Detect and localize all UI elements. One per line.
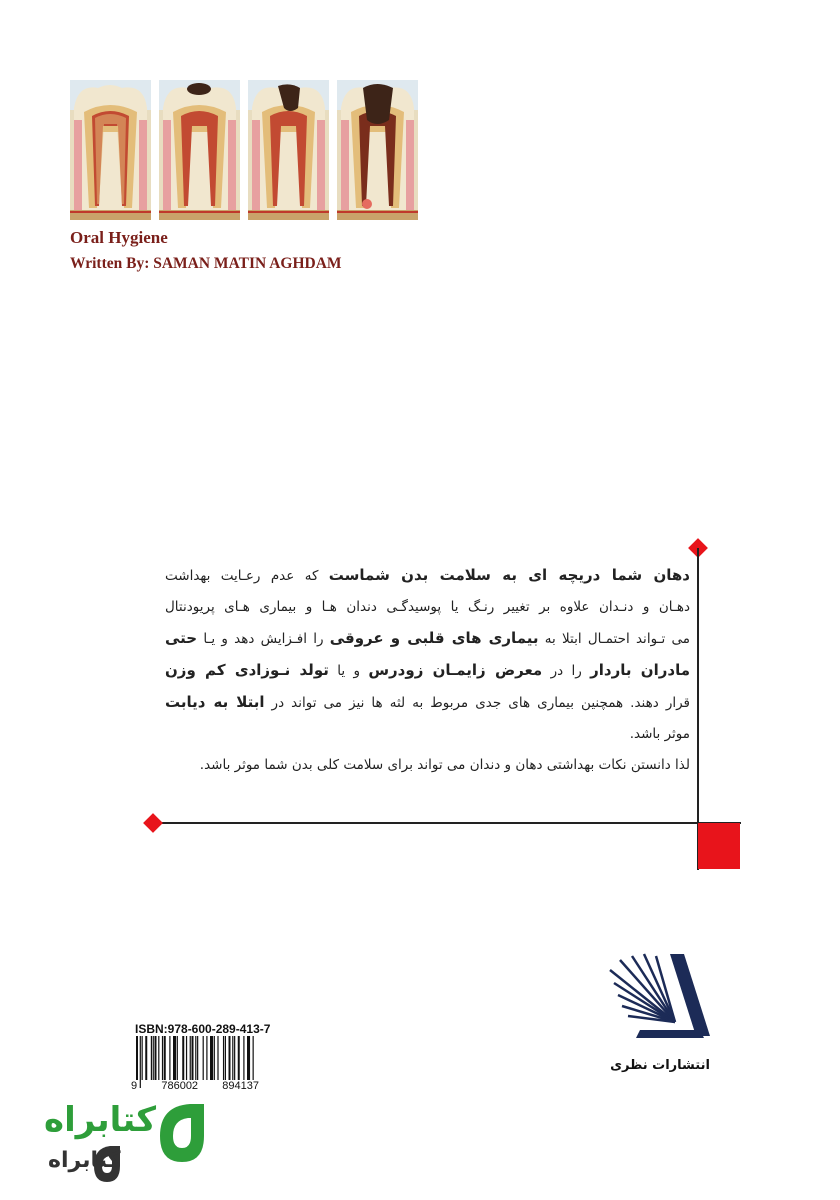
book-description xyxy=(165,560,690,781)
pulp-caries-image xyxy=(337,80,418,220)
barcode-bar xyxy=(234,1036,235,1080)
description-emphasis: معرض زایمـان زودرس xyxy=(368,661,543,679)
description-line xyxy=(165,623,690,655)
barcode-bar xyxy=(212,1036,213,1080)
barcode-bar xyxy=(203,1036,204,1080)
barcode-bar xyxy=(238,1036,240,1080)
publisher-logo-icon xyxy=(600,950,720,1040)
description-emphasis: حتی xyxy=(165,629,198,647)
healthy-tooth-image xyxy=(70,80,151,220)
barcode-bar xyxy=(142,1036,143,1080)
barcode-bar xyxy=(177,1036,178,1080)
author-line: Written By: SAMAN MATIN AGHDAM xyxy=(70,255,342,272)
description-line xyxy=(165,655,690,687)
isbn-label: ISBN:978-600-289-413-7 xyxy=(135,1022,271,1036)
description-text: و یا xyxy=(328,663,369,679)
description-emphasis: دهان شما دریچه ای به سلامت بدن شماست xyxy=(328,566,690,584)
barcode-bar xyxy=(162,1036,163,1080)
barcode-bar xyxy=(153,1036,154,1080)
barcode-digits xyxy=(130,1080,260,1092)
description-text: دهـان و دنـدان علاوه بر تغییر رنـگ یا پوسیدگـی دندان هـا و بیماری هـای پریودنتال xyxy=(165,599,690,615)
barcode-bar xyxy=(197,1036,198,1080)
barcode-bar xyxy=(155,1036,157,1080)
description-text: را افـزایش دهد و یـا xyxy=(197,631,330,647)
barcode-bar xyxy=(232,1036,233,1080)
frame-horizontal-line xyxy=(154,822,741,824)
description-text: موثر باشد. xyxy=(629,726,690,742)
description-emphasis: بیماری های قلبی و عروقی xyxy=(329,629,539,647)
barcode-bar xyxy=(151,1036,152,1080)
description-text: که عدم رعـایت بهداشت xyxy=(165,568,329,584)
description-line xyxy=(165,687,690,719)
watermark-text-large: کتابراه xyxy=(44,1100,157,1140)
barcode-bar xyxy=(169,1036,170,1080)
barcode-bar xyxy=(206,1036,207,1080)
red-diamond-left xyxy=(143,813,163,833)
description-line xyxy=(165,719,690,750)
barcode-digit-group-1: 786002 xyxy=(161,1080,199,1092)
tooth-decay-illustration xyxy=(70,80,416,220)
barcode-bar xyxy=(158,1036,159,1080)
barcode-bar xyxy=(243,1036,244,1080)
description-emphasis: مادران باردار xyxy=(590,661,690,679)
barcode-bar xyxy=(225,1036,226,1080)
barcode-bar xyxy=(214,1036,215,1080)
barcode-bar xyxy=(173,1036,175,1080)
barcode-digit-group-2: 894137 xyxy=(222,1080,259,1092)
description-line xyxy=(165,592,690,623)
description-line xyxy=(165,560,690,592)
book-title-english: Oral Hygiene xyxy=(70,228,168,247)
barcode-bar xyxy=(247,1036,249,1080)
description-text: قرار دهند. همچنین بیماری های جدی مربوط به لثه ها نیز می تواند در xyxy=(264,695,690,711)
barcode-digit-prefix: 9 xyxy=(131,1080,138,1092)
description-text: را در xyxy=(542,663,591,679)
barcode-bar xyxy=(210,1036,212,1080)
barcode-bar xyxy=(229,1036,231,1080)
red-square-accent xyxy=(698,823,740,869)
watermark-text-small: کتابراه xyxy=(48,1148,121,1173)
barcode-bar xyxy=(223,1036,224,1080)
barcode-bar xyxy=(186,1036,187,1080)
description-emphasis: تولد نـوزادی کم وزن xyxy=(165,661,329,679)
barcode-bar xyxy=(145,1036,147,1080)
barcode-bar xyxy=(192,1036,194,1080)
barcode-bar xyxy=(190,1036,191,1080)
description-text: لذا دانستن نکات بهداشتی دهان و دندان می تواند برای سلامت کلی بدن شما موثر باشد. xyxy=(199,757,690,773)
description-line xyxy=(165,750,690,781)
description-emphasis: ابتلا به دیابت xyxy=(165,693,265,711)
barcode-bar xyxy=(182,1036,184,1080)
enamel-caries-image xyxy=(159,80,240,220)
barcode-bar xyxy=(217,1036,218,1080)
barcode-bar xyxy=(164,1036,166,1080)
dentin-caries-image xyxy=(248,80,329,220)
description-text: می تـواند احتمـال ابتلا به xyxy=(538,631,690,647)
barcode-bar xyxy=(175,1036,176,1080)
publisher-name: انتشارات نظری xyxy=(610,1058,710,1073)
